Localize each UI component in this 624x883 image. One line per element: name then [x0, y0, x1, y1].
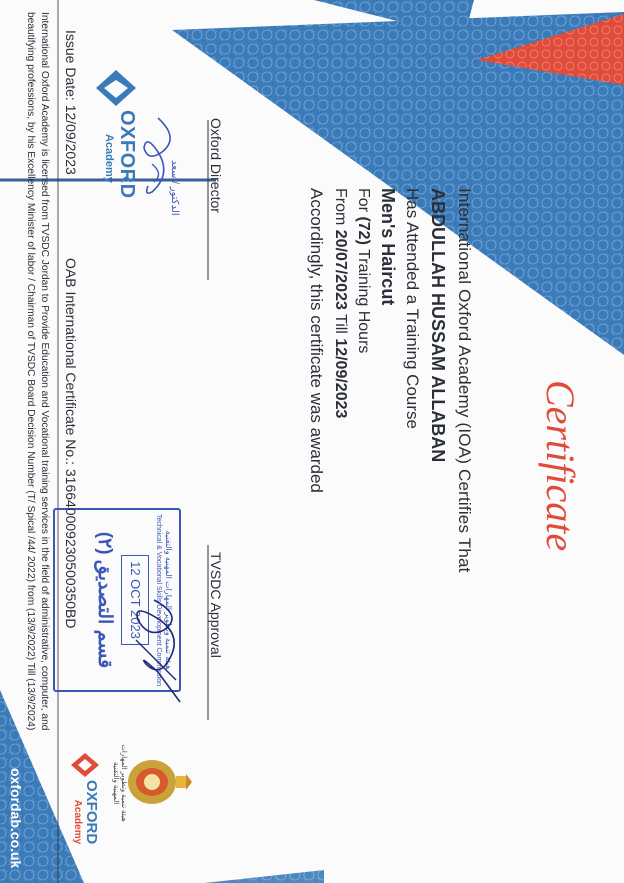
tvsdc-approval-label: TVSDC Approval [208, 552, 224, 658]
website: oxfordab.co.uk [8, 768, 24, 869]
crest-arabic-caption: هيئة تنمية وتطوير المهارات المهنية والتقنية [112, 744, 127, 822]
license-line-2: beautifying professions, by his Excellency Minister of labor / Chairman of TVSDC Board Decision Number (T/ Spical /44/ 2022) from (13/9/2022) Till (13/9/2024) [25, 12, 36, 731]
license-line-1: International Oxford Academy is licensed from TVSDC Jordan to Provide Education and Vocational training services in the field of administrative, computer, and [39, 12, 50, 731]
certificate-title: Certificate [538, 380, 583, 552]
date-till: 12/09/2023 [332, 338, 349, 419]
hours-suffix: Training Hours [355, 249, 372, 354]
stamp-arabic-dept: قسم التصديق (٢) [94, 531, 115, 669]
director-sign-arabic: الدكتور / سعد [169, 160, 180, 216]
oxford-logo-word-right: OXFORD [83, 780, 100, 845]
stamp-english-title: Technical & Vocational Skills Development Commission [155, 514, 162, 686]
oxford-logo-academy-right: Academy [72, 799, 83, 845]
attended-line: Has Attended a Training Course [403, 188, 422, 429]
dates-till-label: Till [332, 314, 349, 334]
recipient-name: ABDULLAH HUSSAM ALLABAN [428, 188, 448, 463]
oxford-logo-academy: Academy [103, 134, 115, 183]
stamp-arabic-title: هيئة تنمية وتطوير المهارات المهنية والتقنية [164, 530, 173, 670]
stamp-date: 12 OCT 2023 [128, 561, 143, 639]
certificate-number: OAB International Certificate No.: 316640009230500350BD [63, 258, 79, 629]
hours-value: (72) [355, 216, 372, 245]
date-from: 20/07/2023 [332, 229, 349, 310]
issue-date: Issue Date: 12/09/2023 [63, 30, 79, 175]
director-label: Oxford Director [208, 118, 224, 213]
course-name: Men's Haircut [378, 188, 398, 306]
certifies-line: International Oxford Academy (IOA) Certifies That [455, 188, 474, 573]
awarded-line: Accordingly, this certificate was awarded [307, 188, 326, 493]
oxford-logo-word: OXFORD [116, 110, 138, 199]
dates-from-label: From [332, 188, 349, 226]
hours-prefix: For [355, 188, 372, 212]
